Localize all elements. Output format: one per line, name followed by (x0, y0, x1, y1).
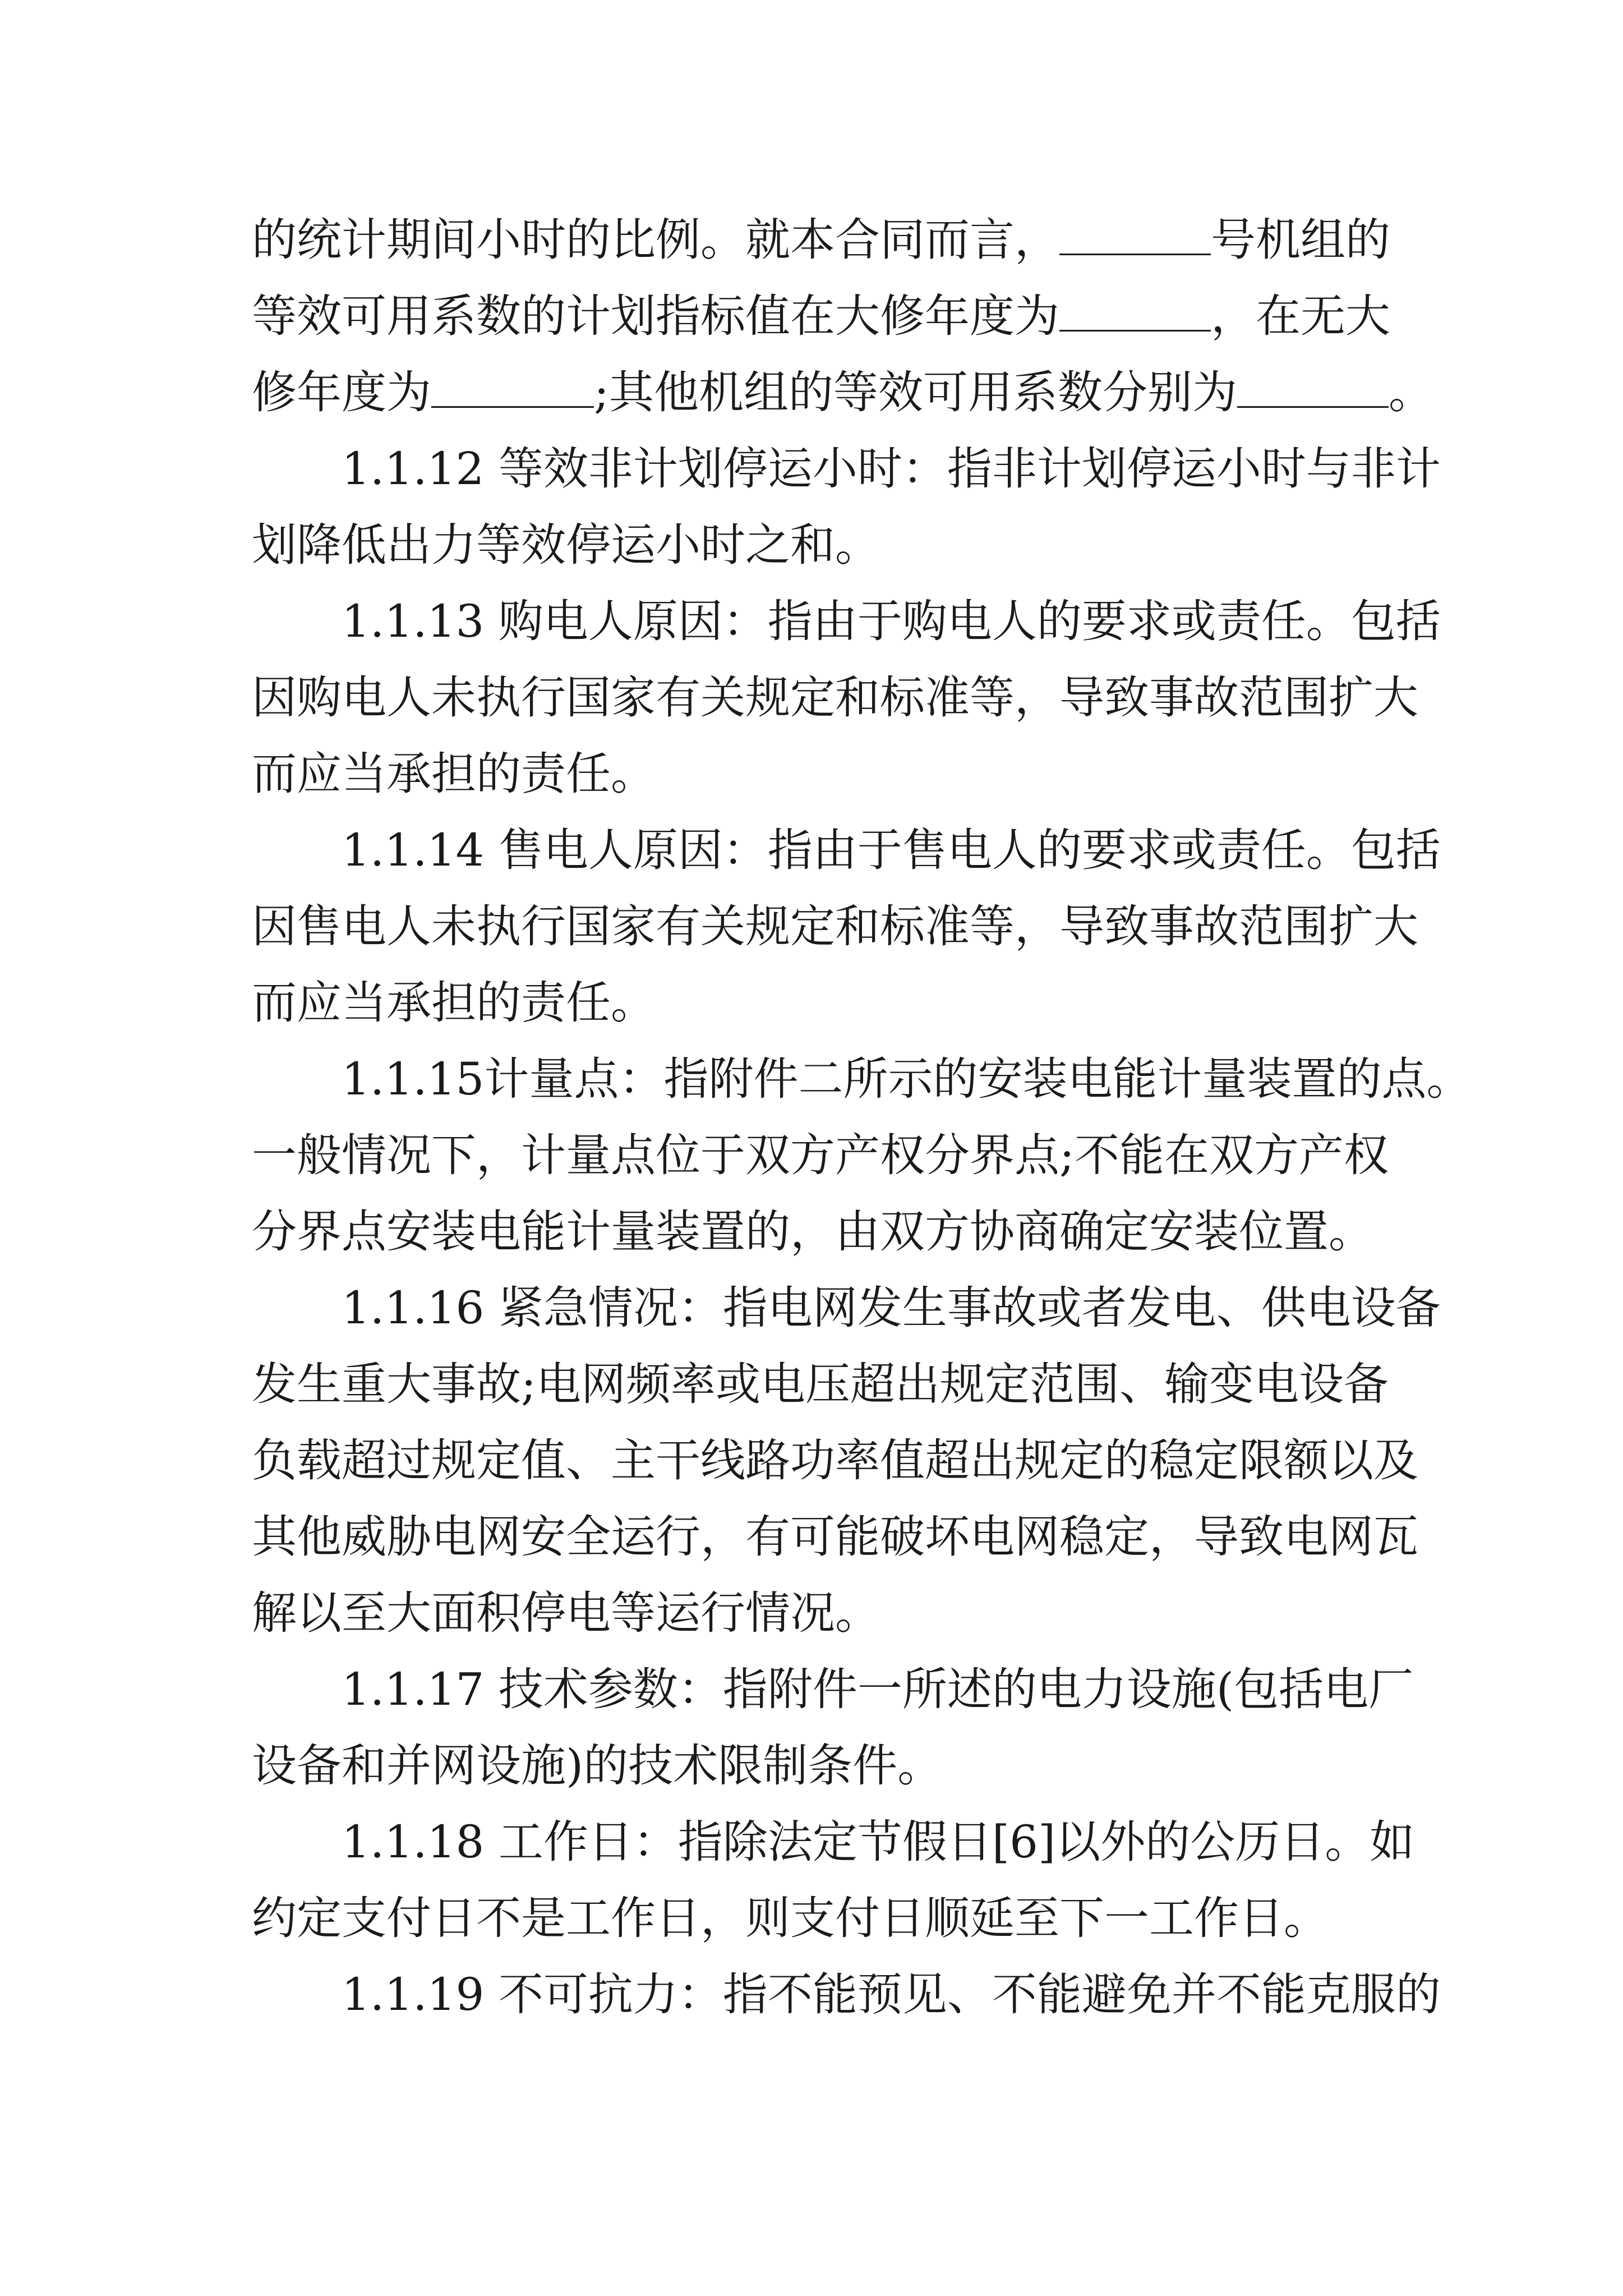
text-segment: ;其他机组的等效可用系数分别为 (594, 366, 1237, 418)
paragraph-start-line: 1.1.12 等效非计划停运小时：指非计划停运小时与非计 (342, 443, 1441, 495)
fill-in-blank (1237, 367, 1389, 408)
text-segment: 号机组的 (1211, 214, 1390, 266)
text-line (252, 202, 1390, 278)
text-line: 负载超过规定值、主干线路功率值超出规定的稳定限额以及 (252, 1434, 1418, 1487)
paragraph-start-line: 1.1.18 工作日：指除法定节假日[6]以外的公历日。如 (342, 1816, 1415, 1868)
text-line: 约定支付日不是工作日，则支付日顺延至下一工作日。 (252, 1892, 1329, 1944)
text-line: 因购电人未执行国家有关规定和标准等，导致事故范围扩大 (252, 671, 1418, 724)
text-line: 发生重大事故;电网频率或电压超出规定范围、输变电设备 (252, 1358, 1389, 1410)
fill-in-blank (1059, 214, 1211, 255)
text-segment: 。 (1388, 366, 1433, 418)
text-line: 划降低出力等效停运小时之和。 (252, 519, 880, 571)
paragraph-start-line: 1.1.15计量点：指附件二所示的安装电能计量装置的点。 (342, 1053, 1472, 1105)
paragraph-start-line: 1.1.14 售电人原因：指由于售电人的要求或责任。包括 (342, 824, 1441, 876)
text-segment: 修年度为 (252, 366, 431, 418)
text-line: 分界点安装电能计量装置的，由双方协商确定安装位置。 (252, 1205, 1373, 1258)
paragraph-start-line: 1.1.13 购电人原因：指由于购电人的要求或责任。包括 (342, 595, 1441, 647)
text-segment: ，在无大 (1211, 290, 1390, 342)
fill-in-blank (1059, 291, 1211, 332)
text-line: 因售电人未执行国家有关规定和标准等，导致事故范围扩大 (252, 900, 1418, 953)
text-line: 而应当承担的责任。 (252, 748, 656, 800)
paragraph-start-line: 1.1.17 技术参数：指附件一所述的电力设施(包括电厂 (342, 1663, 1414, 1715)
text-line (252, 278, 1390, 355)
fill-in-blank (431, 367, 594, 408)
document-page (252, 202, 1472, 2033)
text-line (252, 355, 1433, 431)
text-segment: 等效可用系数的计划指标值在大修年度为 (252, 290, 1059, 342)
text-line: 设备和并网设施)的技术限制条件。 (252, 1740, 943, 1792)
text-line: 解以至大面积停电等运行情况。 (252, 1587, 880, 1639)
text-segment: 的统计期间小时的比例。就本合同而言， (252, 214, 1059, 266)
paragraph-start-line: 1.1.16 紧急情况：指电网发生事故或者发电、供电设备 (342, 1282, 1441, 1334)
text-line: 而应当承担的责任。 (252, 977, 656, 1029)
text-line: 一般情况下，计量点位于双方产权分界点;不能在双方产权 (252, 1129, 1389, 1181)
text-line: 其他威胁电网安全运行，有可能破坏电网稳定，导致电网瓦 (252, 1511, 1418, 1563)
paragraph-start-line: 1.1.19 不可抗力：指不能预见、不能避免并不能克服的 (342, 1968, 1441, 2021)
